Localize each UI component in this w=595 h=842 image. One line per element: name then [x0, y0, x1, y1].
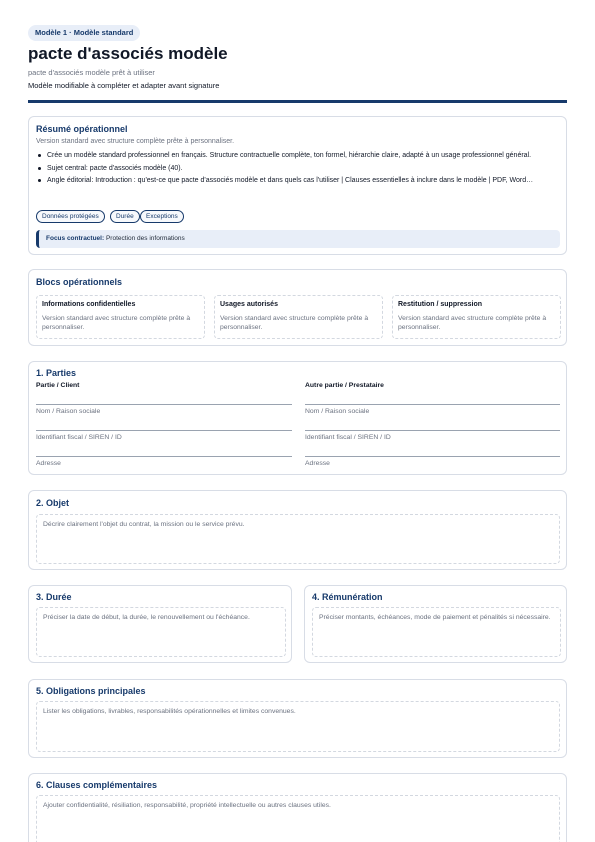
- clauses-textarea[interactable]: [36, 795, 560, 842]
- clauses-card: [28, 773, 567, 842]
- party-left-name-label: Nom / Raison sociale: [36, 408, 101, 415]
- chip-donnees-protegees[interactable]: Données protégées: [36, 210, 105, 223]
- block-text: Version standard avec structure complète prête à personnaliser.: [42, 315, 191, 331]
- summary-bullet: Angle éditorial: Introduction : qu'est-ce que pacte d'associés modèle et dans quels cas l'utiliser | Clauses essentielles à inclure dans le modèle | PDF, Word…: [36, 176, 556, 186]
- focus-label: Focus contractuel:: [46, 235, 105, 242]
- page-title: pacte d'associés modèle: [28, 44, 228, 63]
- objet-textarea[interactable]: [36, 514, 560, 564]
- blocks-title: Blocs opérationnels: [36, 277, 123, 287]
- objet-placeholder: Décrire clairement l'objet du contrat, la mission ou le service prévu.: [43, 521, 245, 528]
- parties-title: 1. Parties: [36, 368, 77, 378]
- obligations-placeholder: Lister les obligations, livrables, responsabilités opérationnelles et limites convenues.: [43, 708, 296, 715]
- chip-duree[interactable]: Durée: [110, 210, 140, 223]
- summary-card: [28, 116, 567, 255]
- summary-bullets: [36, 151, 556, 189]
- party-left-address-label: Adresse: [36, 460, 61, 467]
- objet-title: 2. Objet: [36, 498, 70, 508]
- obligations-card: [28, 679, 567, 758]
- focus-value: Protection des informations: [105, 235, 185, 242]
- party-right-address-line[interactable]: [305, 456, 560, 457]
- party-right-id-label: Identifiant fiscal / SIREN / ID: [305, 434, 391, 441]
- party-right-name-label: Nom / Raison sociale: [305, 408, 370, 415]
- obligations-title: 5. Obligations principales: [36, 686, 146, 696]
- block-restitution-suppression: [392, 295, 561, 339]
- block-usages-autorises: [214, 295, 383, 339]
- party-left-heading: Partie / Client: [36, 382, 80, 389]
- remuneration-placeholder: Préciser montants, échéances, mode de paiement et pénalités si nécessaire.: [319, 614, 551, 621]
- objet-card: [28, 490, 567, 570]
- party-left-name-line[interactable]: [36, 404, 292, 405]
- remuneration-title: 4. Rémunération: [312, 592, 383, 602]
- party-left-address-line[interactable]: [36, 456, 292, 457]
- block-text: Version standard avec structure complète prête à personnaliser.: [398, 315, 547, 331]
- block-title: Usages autorisés: [220, 301, 278, 308]
- block-title: Informations confidentielles: [42, 301, 136, 308]
- summary-bullet: Crée un modèle standard professionnel en français. Structure contractuelle complète, ton formel, hiérarchie claire, adapté à un usage professionnel général.: [36, 151, 556, 161]
- header-divider: [28, 100, 567, 103]
- party-right-id-line[interactable]: [305, 430, 560, 431]
- remuneration-textarea[interactable]: [312, 607, 561, 657]
- page-subtitle: pacte d'associés modèle prêt à utiliser: [28, 68, 155, 77]
- blocks-card: [28, 269, 567, 346]
- duree-textarea[interactable]: [36, 607, 286, 657]
- summary-title: Résumé opérationnel: [36, 124, 128, 134]
- duree-title: 3. Durée: [36, 592, 72, 602]
- party-right-address-label: Adresse: [305, 460, 330, 467]
- duree-placeholder: Préciser la date de début, la durée, le renouvellement ou l'échéance.: [43, 614, 250, 621]
- template-badge: Modèle 1 · Modèle standard: [28, 25, 140, 41]
- obligations-textarea[interactable]: [36, 701, 560, 752]
- remuneration-card: [304, 585, 567, 663]
- block-informations-confidentielles: [36, 295, 205, 339]
- clauses-title: 6. Clauses complémentaires: [36, 780, 158, 790]
- clauses-placeholder: Ajouter confidentialité, résiliation, responsabilité, propriété intellectuelle ou autres clauses utiles.: [43, 802, 331, 809]
- party-left-id-line[interactable]: [36, 430, 292, 431]
- block-text: Version standard avec structure complète prête à personnaliser.: [220, 315, 369, 331]
- party-right-heading: Autre partie / Prestataire: [305, 382, 384, 389]
- chip-exceptions[interactable]: Exceptions: [140, 210, 184, 223]
- party-right-name-line[interactable]: [305, 404, 560, 405]
- page-tagline: Modèle modifiable à compléter et adapter avant signature: [28, 81, 220, 90]
- party-left-id-label: Identifiant fiscal / SIREN / ID: [36, 434, 122, 441]
- summary-bullet: Sujet central: pacte d'associés modèle (40).: [36, 164, 556, 174]
- parties-card: [28, 361, 567, 475]
- focus-callout: [36, 230, 560, 248]
- summary-intro: Version standard avec structure complète prête à personnaliser.: [36, 138, 235, 145]
- block-title: Restitution / suppression: [398, 301, 483, 308]
- duree-card: [28, 585, 292, 663]
